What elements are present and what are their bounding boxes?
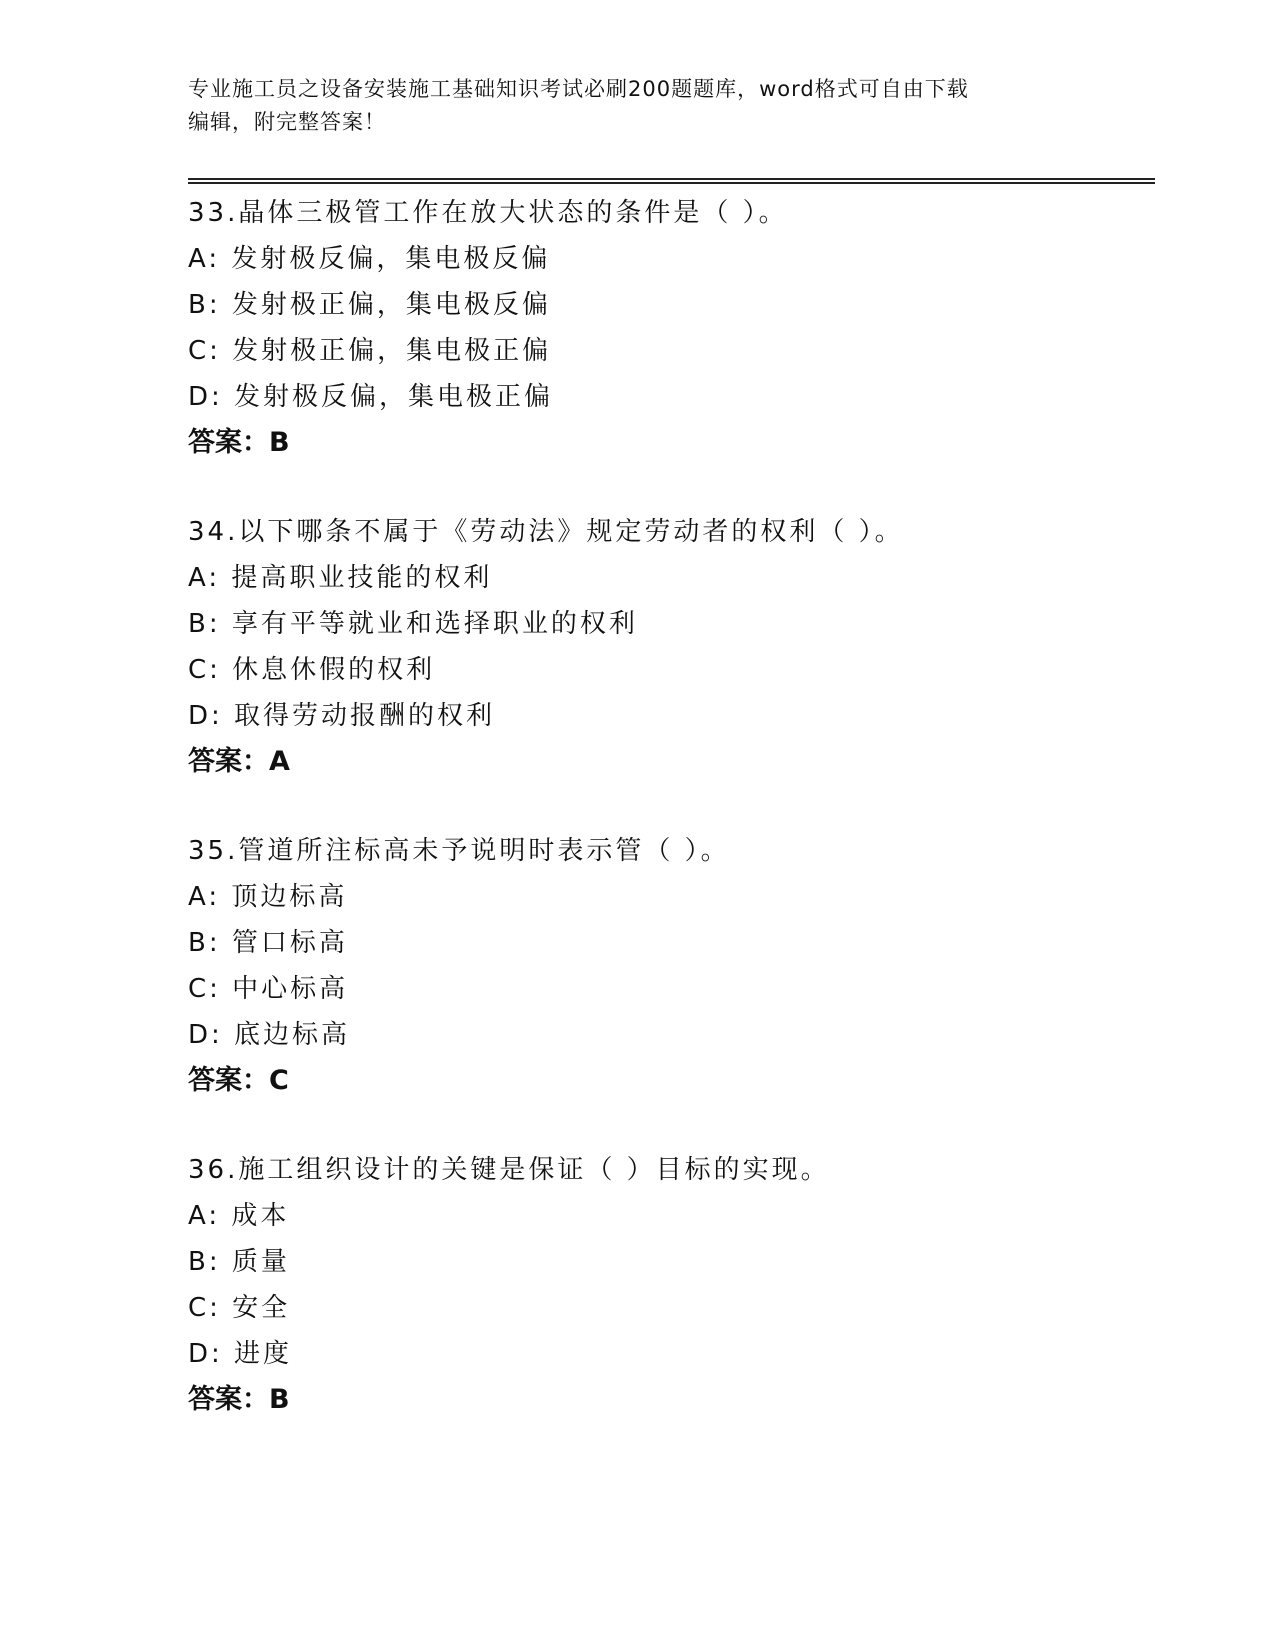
option-a: A: 顶边标高 (188, 882, 348, 912)
question-stem: 35.管道所注标高未予说明时表示管（ ）。 (188, 836, 730, 866)
option-b: B: 发射极正偏，集电极反偏 (188, 290, 551, 320)
question-block-34 (188, 509, 1148, 785)
option-c: C: 休息休假的权利 (188, 655, 436, 685)
question-block-35 (188, 828, 1148, 1104)
answer-line: 答案：A (188, 746, 290, 777)
header-double-rule (188, 178, 1155, 184)
option-b: B: 质量 (188, 1247, 290, 1277)
option-b: B: 管口标高 (188, 928, 348, 958)
option-d: D: 发射极反偏，集电极正偏 (188, 382, 554, 412)
question-stem: 36.施工组织设计的关键是保证（ ）目标的实现。 (188, 1155, 830, 1185)
option-c: C: 中心标高 (188, 974, 349, 1004)
option-a: A: 成本 (188, 1201, 290, 1231)
answer-line: 答案：C (188, 1065, 289, 1096)
option-d: D: 取得劳动报酬的权利 (188, 701, 496, 731)
header-title-line-1: 专业施工员之设备安装施工基础知识考试必刷200题题库，word格式可自由下载 (188, 77, 969, 101)
question-block-36 (188, 1147, 1148, 1423)
answer-line: 答案：B (188, 427, 290, 458)
document-header (188, 73, 1088, 139)
option-a: A: 提高职业技能的权利 (188, 563, 493, 593)
option-c: C: 安全 (188, 1293, 291, 1323)
question-stem: 33.晶体三极管工作在放大状态的条件是（ ）。 (188, 198, 788, 228)
option-a: A: 发射极反偏，集电极反偏 (188, 244, 551, 274)
option-b: B: 享有平等就业和选择职业的权利 (188, 609, 638, 639)
question-block-33 (188, 190, 1148, 466)
option-c: C: 发射极正偏，集电极正偏 (188, 336, 552, 366)
option-d: D: 底边标高 (188, 1020, 351, 1050)
question-stem: 34.以下哪条不属于《劳动法》规定劳动者的权利（ ）。 (188, 517, 904, 547)
option-d: D: 进度 (188, 1339, 293, 1369)
answer-line: 答案：B (188, 1384, 290, 1415)
header-title-line-2: 编辑，附完整答案！ (188, 110, 386, 134)
